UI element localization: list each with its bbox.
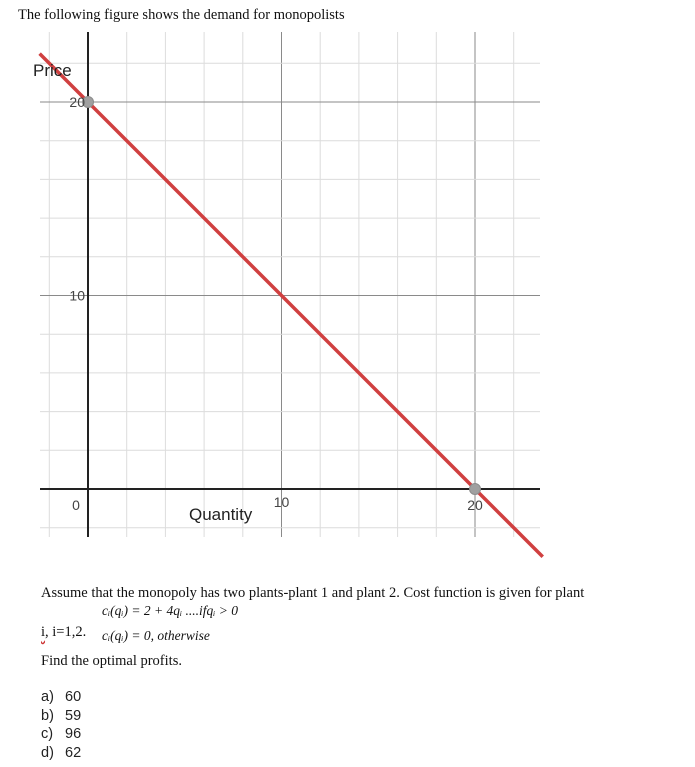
x-axis-label: Quantity: [189, 505, 253, 524]
page-heading: The following figure shows the demand for monopolists: [18, 7, 345, 23]
plant-index-line: [41, 624, 86, 641]
option-b[interactable]: [41, 707, 81, 726]
cost-function-positive: cᵢ(qᵢ) = 2 + 4qᵢ ....ifqᵢ > 0: [102, 603, 238, 618]
option-letter: d): [41, 744, 54, 761]
answer-options: [41, 688, 81, 762]
x-tick-label: 0: [72, 497, 80, 513]
y-axis-label: Price: [33, 61, 72, 80]
intercept-point: [470, 484, 481, 495]
cost-function-zero: cᵢ(qᵢ) = 0, otherwise: [102, 628, 210, 643]
y-tick-label: 10: [69, 287, 85, 304]
question-intro: Assume that the monopoly has two plants-plant 1 and plant 2. Cost function is given for plant: [41, 585, 585, 601]
plant-index: i: [41, 624, 46, 640]
option-value: 96: [65, 726, 82, 742]
option-value: 59: [65, 707, 82, 724]
chart-grid: [40, 32, 540, 537]
plant-range: , i=1,2.: [45, 624, 87, 640]
x-tick-label: 10: [273, 494, 290, 510]
option-letter: a): [41, 689, 54, 705]
y-tick-label: 20: [69, 94, 85, 110]
chart-axes: [40, 32, 540, 537]
demand-line: [40, 54, 543, 557]
option-c[interactable]: [41, 725, 81, 744]
question-prompt: Find the optimal profits.: [41, 653, 182, 669]
option-letter: c): [41, 726, 54, 742]
option-value: 62: [65, 744, 82, 761]
option-a[interactable]: [41, 688, 81, 707]
option-d[interactable]: [41, 744, 81, 763]
option-value: 60: [65, 689, 82, 705]
option-letter: b): [41, 707, 54, 724]
x-tick-label: 20: [467, 497, 483, 513]
chart-series: [40, 54, 543, 557]
